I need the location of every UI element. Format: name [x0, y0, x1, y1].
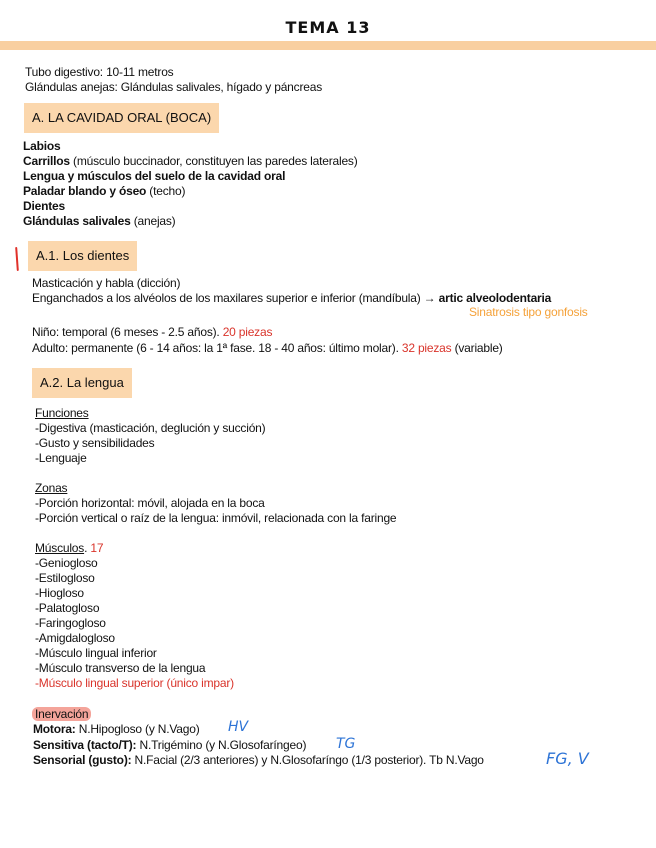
nino-text: Niño: temporal (6 meses - 2.5 años). — [32, 325, 223, 339]
nino-line — [32, 325, 272, 340]
paladar-label: Paladar blando y óseo — [23, 184, 147, 198]
red-margin-mark — [15, 247, 19, 271]
carrillos-note: (músculo buccinador, constituyen las paredes laterales) — [69, 154, 358, 168]
sensitiva-label: Sensitiva (tacto/T): — [33, 738, 137, 752]
nino-piezas: 20 piezas — [222, 325, 273, 339]
paladar-note: (techo) — [146, 184, 186, 198]
dientes-line-2 — [32, 291, 551, 306]
zonas-label: Zonas — [35, 481, 68, 495]
glandulas-line — [23, 214, 175, 229]
sensorial-text: N.Facial (2/3 anteriores) y N.Glosofaríngo (1/3 posterior). Tb N.Vago — [131, 753, 484, 767]
carrillos-line — [23, 154, 358, 169]
list-item: -Digestiva (masticación, deglución y succión) — [35, 421, 266, 435]
list-item: -Hiogloso — [35, 586, 84, 600]
adulto-text: Adulto: permanente (6 - 14 años: la 1ª fase. 18 - 40 años: último molar). — [32, 341, 402, 355]
motora-line — [33, 722, 200, 737]
handwritten-fg-v: FG, V — [546, 749, 589, 768]
list-item: -Porción horizontal: móvil, alojada en la boca — [35, 496, 265, 510]
inervacion-label: Inervación — [32, 707, 91, 721]
list-item: -Faringogloso — [35, 616, 106, 630]
adulto-end: (variable) — [451, 341, 503, 355]
sensorial-label: Sensorial (gusto): — [33, 753, 132, 767]
sensitiva-text: N.Trigémino (y N.Glosofaríngeo) — [136, 738, 307, 752]
dientes-line-1: Masticación y habla (dicción) — [32, 276, 181, 290]
lengua-label: Lengua y músculos del suelo de la cavidad oral — [23, 169, 286, 183]
handwritten-tg: TG — [336, 736, 356, 752]
section-a-heading: A. LA CAVIDAD ORAL (BOCA) — [24, 103, 219, 133]
intro-line-1: Tubo digestivo: 10-11 metros — [25, 65, 174, 79]
adulto-piezas: 32 piezas — [401, 341, 452, 355]
musculos-count: 17 — [90, 541, 104, 555]
inervacion-line — [32, 707, 91, 722]
list-item: -Músculo transverso de la lengua — [35, 661, 206, 675]
carrillos-label: Carrillos — [23, 154, 70, 168]
motora-label: Motora: — [33, 722, 76, 736]
sinatrosis-note: Sinatrosis tipo gonfosis — [469, 305, 588, 319]
title-underline-bar — [0, 41, 656, 50]
list-item: -Lenguaje — [35, 451, 87, 465]
lengua-line — [23, 169, 285, 184]
section-a1-heading: A.1. Los dientes — [28, 241, 137, 271]
list-item: -Gusto y sensibilidades — [35, 436, 155, 450]
sensitiva-line — [33, 738, 306, 753]
intro-line-2: Glándulas anejas: Glándulas salivales, hígado y páncreas — [25, 80, 322, 94]
list-item: -Palatogloso — [35, 601, 100, 615]
sensorial-line — [33, 753, 484, 768]
list-item: -Estilogloso — [35, 571, 95, 585]
glandulas-label: Glándulas salivales — [23, 214, 131, 228]
artic-alveolodentaria: artic alveolodentaria — [438, 291, 552, 305]
musculos-label: Músculos — [35, 541, 85, 555]
musculos-dot: . — [84, 541, 88, 555]
labios-label: Labios — [23, 139, 61, 153]
paladar-line — [23, 184, 185, 199]
glandulas-note: (anejas) — [130, 214, 176, 228]
list-item: -Porción vertical o raíz de la lengua: inmóvil, relacionada con la faringe — [35, 511, 397, 525]
musculos-line — [35, 541, 103, 556]
list-item: -Músculo lingual inferior — [35, 646, 157, 660]
section-a2-heading: A.2. La lengua — [32, 368, 132, 398]
list-item: -Geniogloso — [35, 556, 98, 570]
dientes-line-2-text: Enganchados a los alvéolos de los maxilares superior e inferior (mandíbula) → — [32, 291, 439, 305]
page-title: TEMA 13 — [285, 18, 371, 37]
dientes-label: Dientes — [23, 199, 65, 213]
motora-text: N.Hipogloso (y N.Vago) — [75, 722, 200, 736]
handwritten-hv: HV — [228, 719, 249, 735]
adulto-line — [32, 341, 503, 356]
funciones-label: Funciones — [35, 406, 89, 420]
list-item-highlighted: -Músculo lingual superior (único impar) — [35, 676, 234, 690]
dientes-line — [23, 199, 65, 214]
list-item: -Amigdalogloso — [35, 631, 115, 645]
labios-line — [23, 139, 60, 154]
